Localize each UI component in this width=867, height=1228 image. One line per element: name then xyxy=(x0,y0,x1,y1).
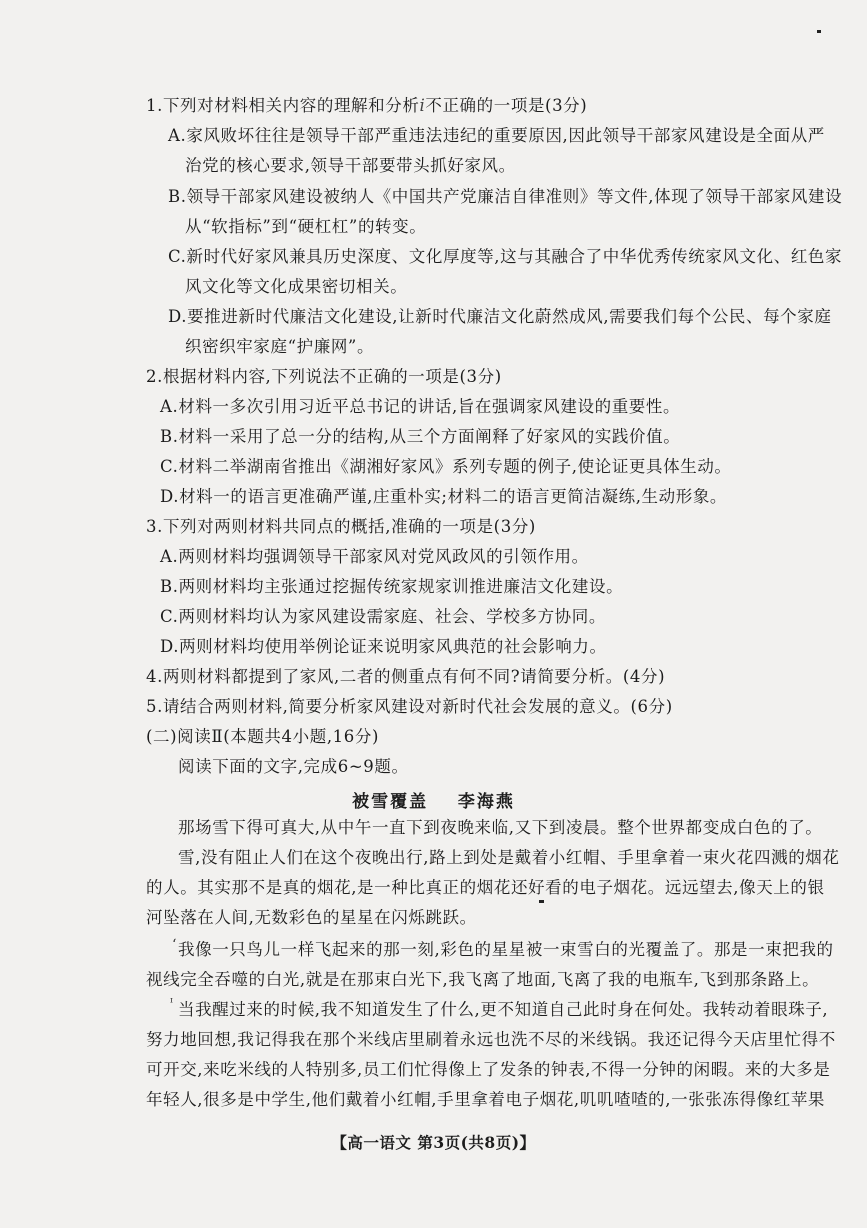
story-para2-line3: 河坠落在人间,无数彩色的星星在闪烁跳跃。 xyxy=(146,908,477,927)
q1-option-d-line2: 织密织牢家庭“护廉网”。 xyxy=(185,337,375,356)
story-para4-line4: 年轻人,很多是中学生,他们戴着小红帽,手里拿着电子烟花,叽叽喳喳的,一张张冻得像红苹果 xyxy=(146,1090,826,1109)
section2-instruction: 阅读下面的文字,完成6~9题。 xyxy=(178,757,409,776)
q1-option-b-line2: 从“软指标”到“硬杠杠”的转变。 xyxy=(185,217,427,236)
q3-option-a: A.两则材料均强调领导干部家风对党风政风的引领作用。 xyxy=(160,547,589,566)
q2-stem: 2.根据材料内容,下列说法不正确的一项是(3分) xyxy=(146,367,502,386)
pen-mark xyxy=(539,900,544,903)
q3-option-b: B.两则材料均主张通过挖掘传统家规家训推进廉洁文化建设。 xyxy=(160,577,624,596)
q1-option-d-line1: D.要推进新时代廉洁文化建设,让新时代廉洁文化蔚然成风,需要我们每个公民、每个家庭 xyxy=(168,307,832,326)
pen-tick-mark: ᶦ xyxy=(170,995,174,1011)
story-para2-line1: 雪,没有阻止人们在这个夜晚出行,路上到处是戴着小红帽、手里拿着一束火花四溅的烟花 xyxy=(178,848,840,867)
section2-heading: (二)阅读Ⅱ(本题共4小题,16分) xyxy=(146,727,380,746)
q3-option-c: C.两则材料均认为家风建设需家庭、社会、学校多方协同。 xyxy=(160,607,606,626)
story-heading xyxy=(0,787,867,812)
q4-stem: 4.两则材料都提到了家风,二者的侧重点有何不同?请简要分析。(4分) xyxy=(146,667,666,686)
story-para2-line2: 的人。其实那不是真的烟花,是一种比真正的烟花还好看的电子烟花。远远望去,像天上的银 xyxy=(146,878,825,897)
story-para4-line1: 当我醒过来的时候,我不知道发生了什么,更不知道自己此时身在何处。我转动着眼珠子, xyxy=(178,1000,829,1019)
scan-speck xyxy=(817,30,821,33)
story-para4-line3: 可开交,来吃米线的人特别多,员工们忙得像上了发条的钟表,不得一分钟的闲暇。来的大多是 xyxy=(146,1060,831,1079)
story-para4-line2: 努力地回想,我记得我在那个米线店里刷着永远也洗不尽的米线锅。我还记得今天店里忙得不 xyxy=(146,1030,836,1049)
q2-option-c: C.材料二举湖南省推出《湖湘好家风》系列专题的例子,使论证更具体生动。 xyxy=(160,457,732,476)
q2-option-b: B.材料一采用了总一分的结构,从三个方面阐释了好家风的实践价值。 xyxy=(160,427,681,446)
story-author: 李海燕 xyxy=(457,792,515,812)
q1-option-a-line1: A.家风败坏往往是领导干部严重违法违纪的重要原因,因此领导干部家风建设是全面从严 xyxy=(168,126,825,145)
story-title: 被雪覆盖 xyxy=(352,792,429,812)
q2-option-a: A.材料一多次引用习近平总书记的讲话,旨在强调家风建设的重要性。 xyxy=(160,397,681,416)
story-para3-line1: 我像一只鸟儿一样飞起来的那一刻,彩色的星星被一束雪白的光覆盖了。那是一束把我的 xyxy=(178,940,834,959)
pen-tick-mark: ‘ xyxy=(172,937,177,953)
page-footer: 【高一语文 第3页(共8页)】 xyxy=(331,1133,536,1152)
story-para3-line2: 视线完全吞噬的白光,就是在那束白光下,我飞离了地面,飞离了我的电瓶车,飞到那条路上。 xyxy=(146,970,820,989)
q1-option-c-line2: 风文化等文化成果密切相关。 xyxy=(185,277,408,296)
q3-option-d: D.两则材料均使用举例论证来说明家风典范的社会影响力。 xyxy=(160,637,607,656)
q1-option-b-line1: B.领导干部家风建设被纳人《中国共产党廉洁自律准则》等文件,体现了领导干部家风建设 xyxy=(168,187,843,206)
q5-stem: 5.请结合两则材料,简要分析家风建设对新时代社会发展的意义。(6分) xyxy=(146,697,673,716)
q1-stem: 1.下列对材料相关内容的理解和分析i不正确的一项是(3分) xyxy=(146,96,588,115)
q3-stem: 3.下列对两则材料共同点的概括,准确的一项是(3分) xyxy=(146,517,536,536)
q1-option-c-line1: C.新时代好家风兼具历史深度、文化厚度等,这与其融合了中华优秀传统家风文化、红色家 xyxy=(168,247,843,266)
q2-option-d: D.材料一的语言更准确严谨,庄重朴实;材料二的语言更简洁凝练,生动形象。 xyxy=(160,487,728,506)
q1-option-a-line2: 治党的核心要求,领导干部要带头抓好家风。 xyxy=(185,156,516,175)
story-para1: 那场雪下得可真大,从中午一直下到夜晚来临,又下到凌晨。整个世界都变成白色的了。 xyxy=(178,818,823,837)
